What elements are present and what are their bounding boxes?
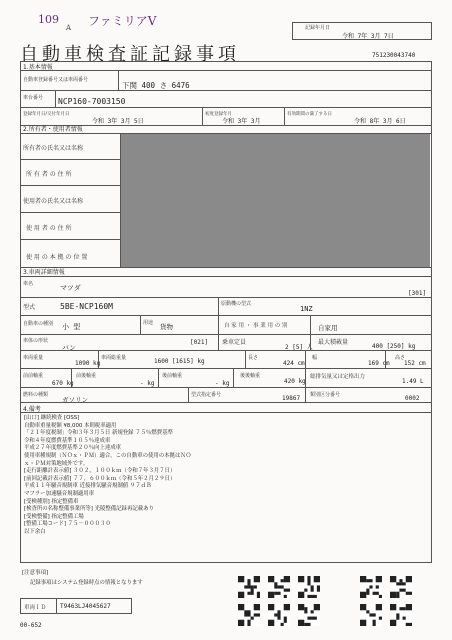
record-date: 令和 7年 3月 7日 — [342, 33, 394, 40]
weight-value: 1090 kg — [75, 360, 101, 367]
remark-line: 以下余白 — [24, 528, 46, 535]
height-label: 高さ — [395, 355, 406, 361]
redacted-owner-info — [121, 134, 430, 267]
chassis-label: 車台番号 — [23, 95, 44, 101]
qr-code-icon — [298, 576, 320, 598]
gross-label: 車両総重量 — [101, 355, 127, 361]
reg-label: 自動車登録番号又は車両番号 — [23, 77, 89, 83]
gross-value: 1600 [1615] kg — [154, 358, 205, 365]
handwritten-mark: A — [66, 24, 72, 32]
handwritten-model-note: ファミリアV — [88, 14, 157, 28]
designation-value: 19867 — [282, 395, 301, 402]
remark-line: 「２１年度税制」令和３年３月５日 新規登録 ７５％燃費基準 — [24, 430, 173, 437]
qr-code-icon — [360, 576, 382, 598]
displacement-value: 1.49 L — [402, 378, 424, 385]
reg-value: 下関 400 さ 6476 — [122, 81, 190, 90]
document-number: 751230043740 — [372, 52, 416, 59]
max-load-label: 最大積載量 — [318, 339, 349, 346]
length-label: 長さ — [248, 355, 259, 361]
qr-code-icon — [390, 604, 412, 626]
expiry-label: 有効期間の満了する日 — [287, 112, 332, 117]
notice-title: [注意事項] — [22, 570, 49, 576]
remark-line: [前回記載計表示値] ７７，６００ｋｍ（令和５年２月２９日） — [24, 475, 176, 482]
business-label: 自 家 用 ・ 事 業 用 の 別 — [224, 323, 288, 329]
kind-label: 自動車の種別 — [23, 321, 54, 327]
qr-code-icon — [268, 576, 290, 598]
qr-code-icon — [360, 604, 382, 626]
initial-reg-value: 令和 3年 3月 — [222, 118, 261, 125]
use-label: 用途 — [143, 320, 154, 326]
width-label: 幅 — [312, 355, 318, 361]
fuel-value: ガソリン — [62, 396, 88, 404]
height-value: 152 cm — [404, 360, 426, 367]
use-value: 貨物 — [160, 323, 173, 331]
front-front-axle-value: 670 kg — [52, 380, 74, 387]
qr-code-icon — [298, 604, 320, 626]
chassis-value: NCP160-7003150 — [58, 97, 126, 106]
shape-code: [021] — [190, 339, 209, 346]
shape-label: 車体の形状 — [23, 338, 49, 344]
type-label: 型式 — [23, 304, 36, 311]
first-reg-value: 令和 3年 3月 5日 — [92, 118, 144, 125]
rear-front-axle-label: 後前軸重 — [162, 373, 183, 379]
section-owner-label: 2.所有者・使用者情報 — [23, 126, 83, 133]
remark-line: [山口] 継続検査 [OSS] — [24, 415, 80, 421]
rear-front-axle-value: - kg — [215, 380, 230, 387]
remark-line: 自動車重量税額 ¥8,000 本則税率適用 — [24, 422, 117, 429]
first-reg-label: 登録年月日/交付年月日 — [23, 112, 70, 117]
qr-code-icon — [238, 604, 260, 626]
notice-text: 記録事項はシステム登録時点の情報となります — [30, 580, 143, 586]
engine-label: 原動機の型式 — [221, 301, 252, 307]
remark-line: 令和４年度燃費基準１０５％達成車 — [24, 437, 111, 444]
base-location-label: 使 用 の 本 拠 の 位 置 — [26, 254, 88, 261]
front-rear-axle-value: - kg — [140, 380, 155, 387]
qr-code-icon — [390, 576, 412, 598]
maker-label: 車名 — [23, 281, 34, 287]
business-kind: 自家用 — [318, 324, 338, 332]
vehicle-id-label: 車両ＩＤ — [24, 605, 47, 611]
width-value: 169 cm — [368, 360, 390, 367]
remark-line: [受検種別] 指定整備車 — [24, 498, 79, 505]
owner-name-label: 所有者の氏名又は名称 — [23, 145, 84, 152]
vehicle-id-value: T9463LJ4045627 — [60, 603, 111, 610]
shape-value: バン — [62, 344, 76, 352]
weight-label: 車両重量 — [23, 355, 44, 361]
expiry-value: 令和 8年 3月 6日 — [354, 118, 406, 125]
remark-line: [整備工場コード] ７５－０００３０ — [24, 521, 111, 528]
kind-value: 小 型 — [62, 323, 81, 331]
displacement-label: 総排気量又は定格出力 — [310, 374, 366, 380]
engine-value: 1NZ — [300, 305, 313, 313]
record-date-label: 記録年月日 — [305, 25, 331, 31]
user-address-label: 使 用 者 の 住 所 — [26, 225, 72, 232]
remarks-block — [24, 415, 324, 537]
fuel-label: 燃料の種類 — [23, 392, 49, 398]
remark-line: [検査所の名称整備事業所等] 光陵整備記録再記載あり — [24, 506, 154, 513]
designation-label: 型式指定番号 — [191, 392, 222, 398]
maker-code: [301] — [408, 290, 427, 297]
capacity-label: 乗車定員 — [222, 339, 247, 346]
remark-line: 平成１１年騒音規制車 近接排気騒音規制値 ９７ｄＢ — [24, 483, 152, 490]
rear-rear-axle-value: 420 kg — [284, 378, 306, 385]
remark-line: [受検整備] 指定整備工場 — [24, 513, 84, 520]
maker-value: マツダ — [60, 284, 81, 292]
form-code: 00-652 — [20, 622, 42, 629]
remark-line: ｘ・ＰＭ対策地域外です。 — [24, 460, 89, 467]
category-label: 類別区分番号 — [310, 392, 341, 398]
remark-line: [走行距離計表示値] ３０２，１００ｋｍ（令和７年３月７日） — [24, 468, 176, 475]
section-remarks-label: 4.備考 — [23, 406, 41, 413]
front-rear-axle-label: 前後軸重 — [76, 373, 97, 379]
qr-code-icon — [268, 604, 290, 626]
front-front-axle-label: 前前軸重 — [23, 373, 44, 379]
section-basic-label: 1.基本情報 — [23, 64, 53, 71]
owner-address-label: 所 有 者 の 住 所 — [26, 171, 72, 178]
qr-code-icon — [238, 576, 260, 598]
handwritten-number: 109 — [38, 13, 59, 26]
type-value: 5BE-NCP160M — [60, 302, 113, 311]
capacity-value: 2 [5] 人 — [285, 344, 313, 351]
length-value: 424 cm — [283, 360, 305, 367]
max-load-value: 400 [250] kg — [372, 343, 416, 350]
category-value: 0002 — [405, 395, 420, 402]
remark-line: 使用車種規制（ＮＯｘ・ＰＭ）適合。この自動車の使用の本拠はＮＯ — [24, 452, 192, 459]
remark-line: マフラー加速騒音規制適用車 — [24, 490, 95, 497]
user-name-label: 使用者の氏名又は名称 — [23, 198, 84, 205]
rear-rear-axle-label: 後後軸重 — [240, 373, 261, 379]
initial-reg-label: 初度登録年月 — [205, 112, 232, 117]
page-title: 自動車検査証記録事項 — [20, 44, 240, 65]
remark-line: 平成２７年度燃費基準２０％向上達成車 — [24, 445, 122, 452]
section-vehicle-label: 3.車両詳細情報 — [23, 269, 65, 276]
